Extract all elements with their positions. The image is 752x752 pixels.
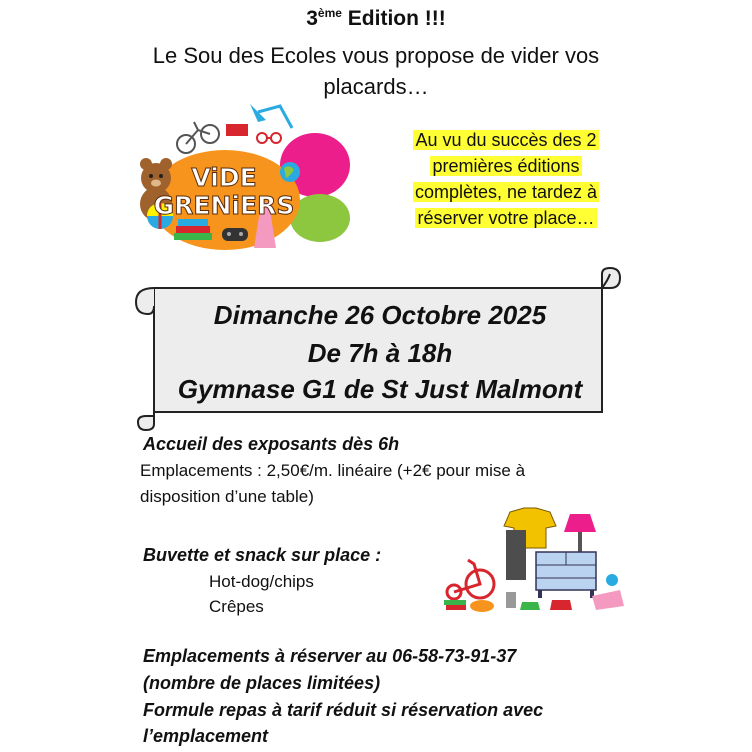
edition-superscript: ème <box>317 6 342 20</box>
headline: Le Sou des Ecoles vous propose de vider vos placards… <box>152 43 600 99</box>
shoes-icon <box>520 600 572 610</box>
lamp-icon <box>250 104 292 128</box>
formule-repas-line-2: l’emplacement <box>143 726 269 746</box>
accueil-heading: Accueil des exposants dès 6h <box>143 434 400 454</box>
tricycle-icon <box>447 560 494 599</box>
books-icon <box>174 219 212 240</box>
event-place: Gymnase G1 de St Just Malmont <box>177 374 583 404</box>
buvette-heading: Buvette et snack sur place : <box>143 545 382 565</box>
flea-market-illustration <box>440 506 630 616</box>
emplacements-line-1: Emplacements : 2,50€/m. linéaire (+2€ pour mise à <box>140 461 526 480</box>
edition-title <box>0 6 752 31</box>
logo-line1: ViDE <box>191 163 257 192</box>
event-date: Dimanche 26 Octobre 2025 <box>213 300 547 330</box>
edition-title-text: Edition !!! <box>341 7 446 30</box>
highlight-line-2: premières éditions <box>432 156 580 176</box>
books-icon <box>444 600 466 610</box>
formule-repas-line-1: Formule repas à tarif réduit si réservation avec <box>143 700 544 720</box>
logo-line2: GRENiERS <box>153 191 295 220</box>
reservation-phone: Emplacements à réserver au 06-58-73-91-37 <box>143 646 517 666</box>
globe-icon <box>280 162 300 182</box>
highlight-line-1: Au vu du succès des 2 <box>415 130 597 150</box>
emplacements-line-2: disposition d’une table) <box>140 487 314 506</box>
highlight-line-4: réserver votre place… <box>417 208 595 228</box>
places-limited: (nombre de places limitées) <box>143 673 381 693</box>
menu-item-hotdog: Hot-dog/chips <box>209 572 314 591</box>
toy-icon <box>592 574 624 610</box>
box-icon <box>226 124 248 136</box>
bicycle-icon <box>177 122 219 153</box>
menu-item-crepes: Crêpes <box>209 597 264 616</box>
highlight-note <box>408 127 604 231</box>
dresser-icon <box>536 552 596 598</box>
lamp-icon <box>564 514 596 552</box>
highlight-line-3: complètes, ne tardez à <box>414 182 598 202</box>
glasses-icon <box>257 133 281 143</box>
jug-icon <box>506 592 516 608</box>
coat-icon <box>506 530 526 580</box>
edition-number: 3 <box>306 7 318 30</box>
controller-icon <box>222 228 248 241</box>
vide-greniers-logo <box>130 100 370 260</box>
pot-icon <box>470 600 494 612</box>
event-hours: De 7h à 18h <box>307 338 453 368</box>
